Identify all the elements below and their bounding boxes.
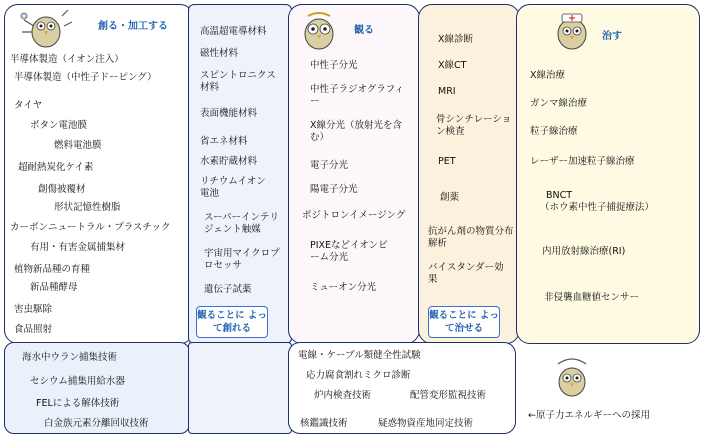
create-item: ボタン電池膜 <box>30 120 88 131</box>
materials-item: スーパーインテリジェント触媒 <box>204 212 280 235</box>
create-item: 有用・有害金属捕集材 <box>30 242 126 253</box>
cure-header: 治す <box>602 31 622 42</box>
cure-item: 粒子線治療 <box>530 126 578 137</box>
diagnose-item: MRI <box>438 86 456 97</box>
diagnose-item: 創薬 <box>440 192 460 203</box>
nuclear-gap-panel <box>188 342 292 434</box>
materials-item: 省エネ材料 <box>200 136 248 147</box>
diagnose-panel <box>418 4 520 344</box>
create-item: 創傷被覆材 <box>38 184 86 195</box>
cure-item: BNCT <box>546 190 573 201</box>
create-item: 半導体製造（イオン注入） <box>10 54 124 65</box>
materials-item: 宇宙用マイクロプロセッサ <box>204 248 280 271</box>
create-item: タイヤ <box>14 100 43 111</box>
owl-mascot-create-icon <box>16 6 74 50</box>
nuclear-item: 炉内検査技術 <box>314 390 372 401</box>
see-item: ミューオン分光 <box>310 282 377 293</box>
create-item: 半導体製造（中性子ドーピング） <box>14 72 157 83</box>
materials-item: 遺伝子試薬 <box>204 284 252 295</box>
nuclear-item: 白金族元素分離回収技術 <box>44 418 149 429</box>
diagnose-callout: 観ることに よって治せる <box>428 306 500 338</box>
create-item: カーボンニュートラル・プラスチック <box>10 222 171 233</box>
create-item: 新品種酵母 <box>30 282 78 293</box>
nuclear-item: 配管変形監視技術 <box>410 390 487 401</box>
materials-item: スピントロニクス材料 <box>200 70 276 93</box>
create-item: 形状記憶性樹脂 <box>54 202 121 213</box>
see-item: 中性子分光 <box>310 60 358 71</box>
see-item: 電子分光 <box>310 160 349 171</box>
owl-mascot-nuclear-icon <box>550 356 594 400</box>
see-item: PIXEなどイオンビーム分光 <box>310 240 388 263</box>
cure-item: （ホウ素中性子捕捉療法） <box>540 202 655 213</box>
materials-item: 水素貯蔵材料 <box>200 156 258 167</box>
diagnose-item: X線CT <box>438 60 467 71</box>
nuclear-item: 電線・ケーブル類健全性試験 <box>298 350 421 361</box>
materials-item: リチウムイオン電池 <box>200 176 266 199</box>
nuclear-item: FELによる解体技術 <box>36 398 120 409</box>
materials-item: 高温超電導材料 <box>200 26 267 37</box>
see-item: ポジトロンイメージング <box>302 210 406 221</box>
diagnose-item: X線診断 <box>438 34 474 45</box>
nuclear-item: 核鑑識技術 <box>300 418 348 429</box>
see-item: 陽電子分光 <box>310 184 358 195</box>
nuclear-note: ←原子力エネルギーへの採用 <box>528 410 650 421</box>
diagnose-item: 骨シンチレーション検査 <box>436 114 512 137</box>
create-item: 燃料電池膜 <box>54 140 102 151</box>
see-item: X線分光（放射光を含む） <box>310 120 403 143</box>
cure-item: X線治療 <box>530 70 566 81</box>
diagnose-item: PET <box>438 156 456 167</box>
cure-item: ガンマ線治療 <box>530 98 588 109</box>
cure-item: 非侵襲血糖値センサー <box>544 292 640 303</box>
cure-item: 内用放射線治療(RI) <box>542 246 626 257</box>
create-item: 超耐熱炭化ケイ素 <box>18 162 94 173</box>
diagnose-item: 抗がん剤の物質分布解析 <box>428 226 514 249</box>
cure-item: レーザー加速粒子線治療 <box>530 156 635 167</box>
create-item: 害虫駆除 <box>14 304 53 315</box>
nuclear-item: 疑惑物資産地同定技術 <box>378 418 474 429</box>
create-item: 食品照射 <box>14 324 53 335</box>
diagnose-item: バイスタンダー効果 <box>428 262 504 285</box>
nuclear-item: 海水中ウラン捕集技術 <box>22 352 118 363</box>
owl-mascot-see-icon <box>296 8 342 52</box>
create-header: 創る・加工する <box>98 21 168 32</box>
nuclear-item: 応力腐食割れミクロ診断 <box>306 370 411 381</box>
see-header: 観る <box>354 25 374 36</box>
owl-mascot-cure-icon <box>550 10 594 52</box>
materials-item: 磁性材料 <box>200 48 239 59</box>
create-item: 植物新品種の育種 <box>14 264 91 275</box>
materials-item: 表面機能材料 <box>200 108 258 119</box>
materials-callout: 観ることに よって創れる <box>196 306 268 338</box>
nuclear-item: セシウム捕集用給水器 <box>30 376 125 387</box>
see-item: 中性子ラジオグラフィー <box>310 84 405 107</box>
